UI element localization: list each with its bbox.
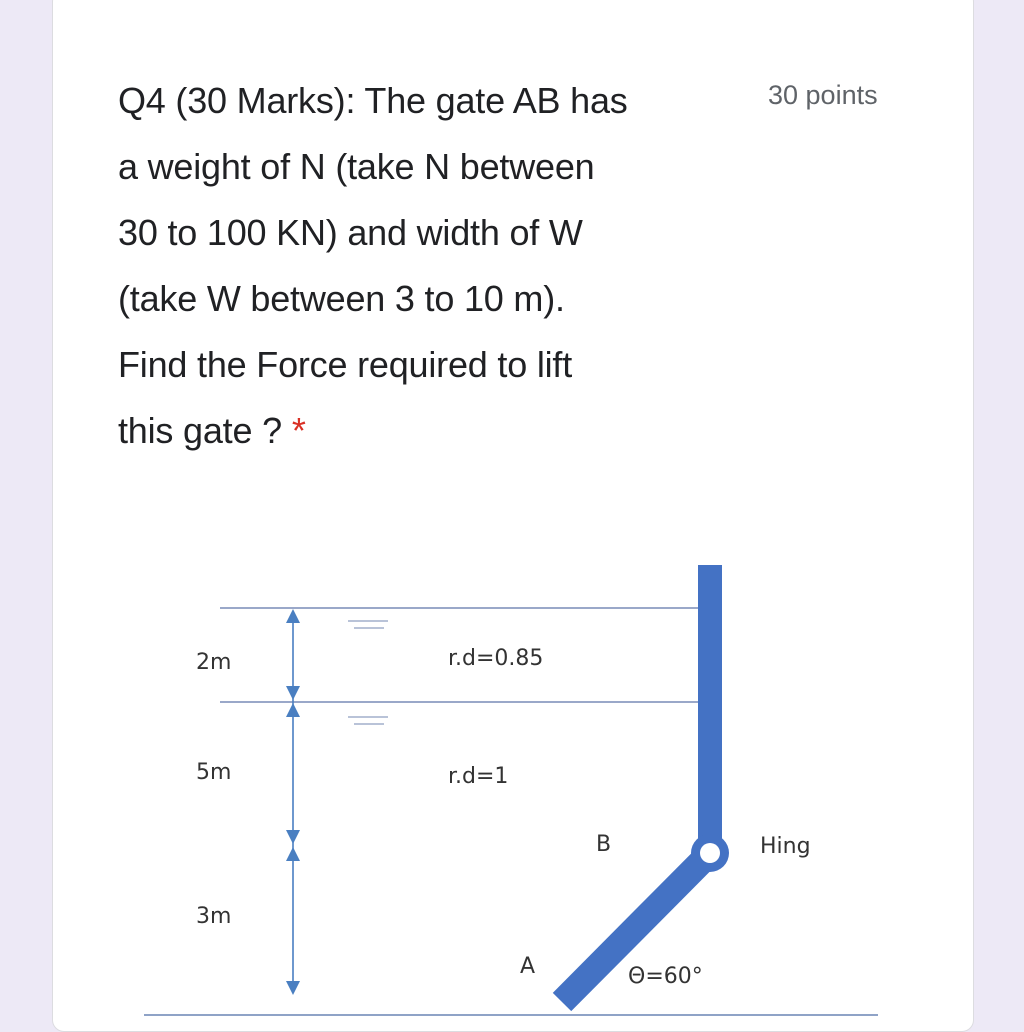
required-asterisk: * [291,410,306,451]
angle-label: Θ=60° [628,964,703,989]
question-line: (take W between 3 to 10 m). [118,278,565,319]
surface-mark-middle [348,717,388,724]
point-label-a: A [520,954,536,979]
points-label: 30 points [768,80,878,110]
vertical-gate-wall [698,565,722,840]
question-line: Q4 (30 Marks): The gate AB has [118,80,628,121]
fluid-label-top: r.d=0.85 [448,646,544,671]
question-line-text: this gate ? [118,410,282,451]
question-line: Find the Force required to lift [118,344,573,385]
depth-label-2m: 2m [196,650,232,675]
question-line-last [118,398,758,464]
point-label-b: B [596,832,612,857]
fluid-label-bottom: r.d=1 [448,764,509,789]
depth-label-3m: 3m [196,904,232,929]
question-line: a weight of N (take N between [118,146,595,187]
depth-label-5m: 5m [196,760,232,785]
hinge-label: Hing [760,834,811,859]
question-text [118,68,758,464]
gate-diagram [130,555,890,1021]
gate-diagram-svg [130,555,890,1021]
surface-mark-top [348,621,388,628]
question-line: 30 to 100 KN) and width of W [118,212,583,253]
